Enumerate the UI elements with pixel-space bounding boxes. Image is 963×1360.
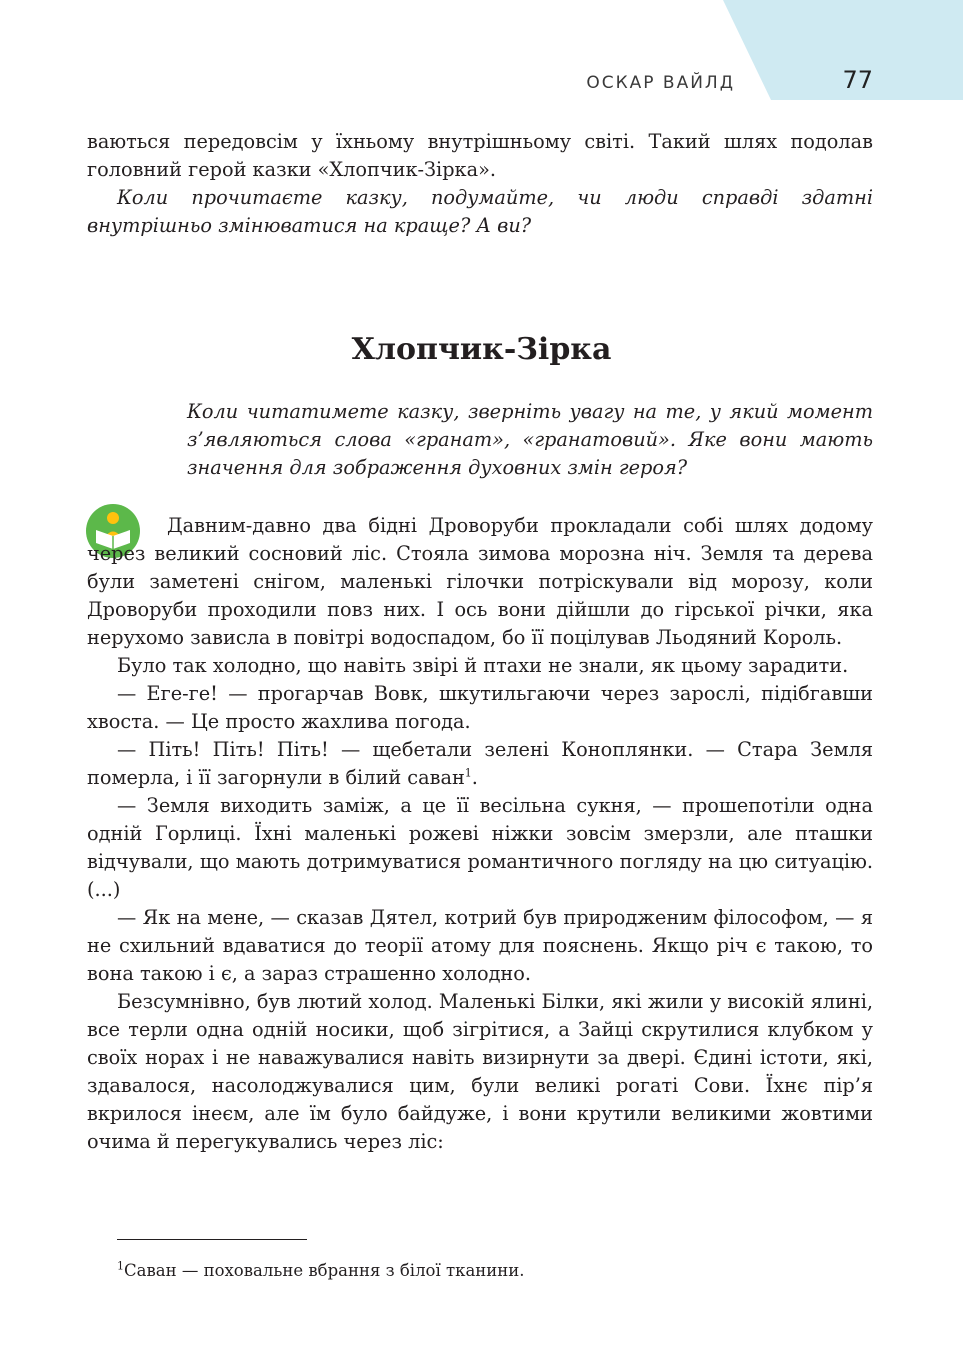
story-paragraph: — Еге-ге! — прогарчав Вовк, шкутильгаючи через зарослі, підібгавши хвоста. — Це просто жахлива погода. [87, 682, 873, 733]
story-title: Хлопчик-Зірка [351, 332, 612, 367]
footnote-number: 1 [117, 1259, 124, 1273]
epigraph: Коли читатимете казку, зверніть увагу на те, у який момент з’являються слова «гранат», «гранатовий». Яке вони мають значення для зображення духовних змін героя? [187, 400, 873, 479]
page-number: 77 [842, 66, 873, 94]
intro-section [87, 128, 873, 240]
story-body [87, 512, 873, 1156]
footnote-rule [117, 1239, 307, 1240]
linnets-text-end: . [471, 766, 478, 789]
story-paragraph: — Як на мене, — сказав Дятел, котрий був природженим філософом, — я не схильний вдаватися до теорії атому для пояснень. Якщо річ є такою, то вона такою і є, а зараз страшенно холодно. [87, 906, 873, 985]
footnote-text: Саван — поховальне вбрання з білої тканини. [124, 1261, 525, 1280]
reading-prompt: Коли прочитаєте казку, подумайте, чи люди справді здатні внутрішньо змінюватися на краще? А ви? [87, 186, 873, 237]
story-paragraph: Було так холодно, що навіть звірі й птахи не знали, як цьому зарадити. [117, 654, 849, 677]
footnote [117, 1260, 525, 1282]
running-head: ОСКАР ВАЙЛД [586, 73, 735, 93]
story-paragraph: Давним-давно два бідні Дроворуби прокладали собі шлях додому через великий сосновий ліс. Стояла зимова морозна ніч. Земля та дерева були заметені снігом, маленькі гілочки потріскували від морозу, коли Дроворуби проходили повз них. І ось вони дійшли до гірської річки, яка нерухомо зависла в повітрі водоспадом, бо її поцілував Льодяний Король. [87, 514, 873, 649]
story-paragraph: — Земля виходить заміж, а це її весільна сукня, — прошепотіли одна одній Горлиці. Їхні маленькі рожеві ніжки зовсім змерзли, але пташки відчували, що мають дотримуватися романтичного погляду на цю ситуацію. (...) [87, 794, 873, 901]
story-paragraph-linnets [87, 736, 873, 792]
story-paragraph: Безсумнівно, був лютий холод. Маленькі Білки, які жили у високій ялині, все терли одна одній носики, щоб зігрітися, а Зайці скрутилися клубком у своїх норах і не наважувалися навіть визирнути за двері. Єдині істоти, які, здавалося, насолоджувалися цим, були великі рогаті Сови. Їхнє пір’я вкрилося інеєм, але їм було байдуже, і вони крутили великими жовтими очима й перегукувались через ліс: [87, 990, 873, 1153]
intro-paragraph: ваються передовсім у їхньому внутрішньому світі. Такий шлях подолав головний герой казки «Хлопчик-Зірка». [87, 130, 873, 181]
linnets-text: — Піть! Піть! Піть! — щебетали зелені Коноплянки. — Стара Земля померла, і її загорнули в білий саван [87, 738, 873, 789]
footnote-marker: 1 [464, 766, 472, 780]
